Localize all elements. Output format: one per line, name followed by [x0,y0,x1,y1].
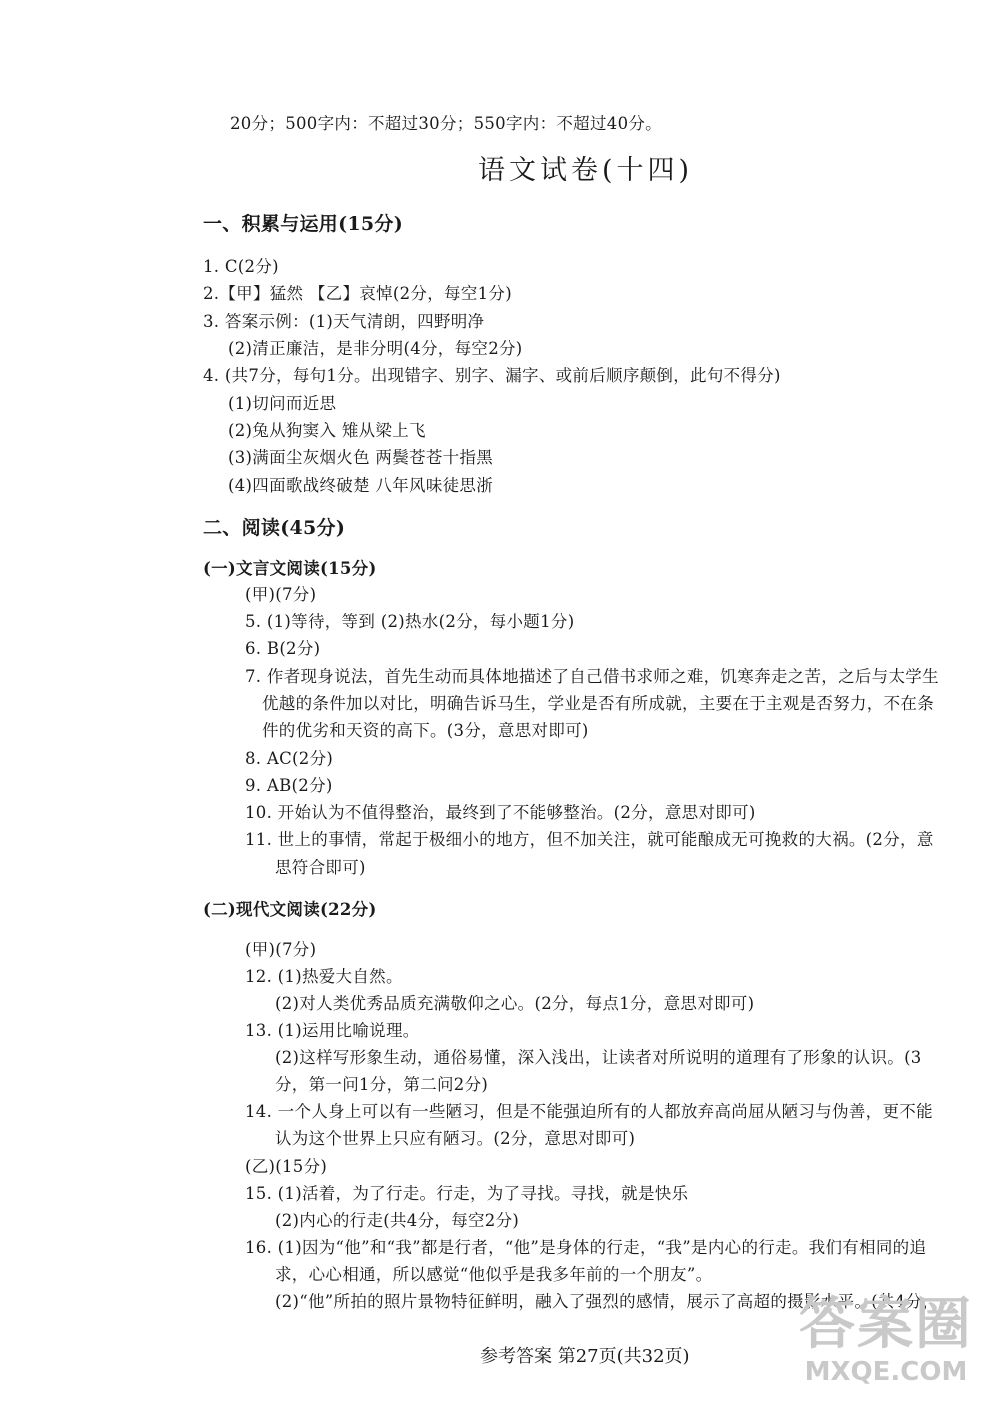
answer-q15-line1: 15. (1)活着，为了行走。行走，为了寻找。寻找，就是快乐 [245,1184,689,1203]
answer-q10: 10. 开始认为不值得整治，最终到了不能够整治。(2分，意思对即可) [245,803,756,822]
page-footer: 参考答案 第27页(共32页) [480,1346,690,1367]
answer-q16-line1: 16. (1)因为“他”和“我”都是行者，“他”是身体的行走，“我”是内心的行走。我们有相同的追 [245,1238,927,1257]
answer-q7-line2: 优越的条件加以对比，明确告诉马生，学业是否有所成就，主要在于主观是否努力，不在条 [262,694,934,713]
answer-q4-item1: (1)切问而近思 [228,394,337,413]
answer-q16-line2: 求，心心相通，所以感觉“他似乎是我多年前的一个朋友”。 [275,1265,713,1284]
answer-q16-line3: (2)“他”所拍的照片景物特征鲜明，融入了强烈的感情，展示了高超的摄影水平。(共4分， [275,1292,940,1311]
answer-q2: 2.【甲】猛然 【乙】哀悼(2分，每空1分) [203,284,512,303]
answer-q5: 5. (1)等待，等到 (2)热水(2分，每小题1分) [245,612,575,631]
answer-q14-line2: 认为这个世界上只应有陋习。(2分，意思对即可) [275,1129,636,1148]
subsection-classical-reading: (一)文言文阅读(15分) [203,559,377,578]
section-heading-reading: 二、阅读(45分) [203,517,346,539]
answer-q3-line2: (2)清正廉洁，是非分明(4分，每空2分) [228,339,523,358]
passage-jia-1: (甲)(7分) [245,585,317,604]
answer-q7-line3: 件的优劣和天资的高下。(3分，意思对即可) [262,721,589,740]
answer-q15-line2: (2)内心的行走(共4分，每空2分) [275,1211,520,1230]
answer-q11-line1: 11. 世上的事情，常起于极细小的地方，但不加关注，就可能酿成无可挽救的大祸。(2分，意 [245,830,934,849]
passage-yi: (乙)(15分) [245,1157,328,1176]
answer-q7-line1: 7. 作者现身说法，首先生动而具体地描述了自己借书求师之难，饥寒奔走之苦，之后与太学生 [245,667,939,686]
answer-q6: 6. B(2分) [245,639,321,658]
answer-q12-line1: 12. (1)热爱大自然。 [245,967,403,986]
answer-q1: 1. C(2分) [203,257,279,276]
watermark [786,1293,986,1403]
answer-q4: 4. (共7分，每句1分。出现错字、别字、漏字、或前后顺序颠倒，此句不得分) [203,366,781,385]
page-title: 语文试卷(十四) [478,155,694,186]
answer-q13-line2: (2)这样写形象生动，通俗易懂，深入浅出，让读者对所说明的道理有了形象的认识。(3 [275,1048,922,1067]
answer-q4-item4: (4)四面歌战终破楚 八年风味徒思浙 [228,476,494,495]
answer-q13-line1: 13. (1)运用比喻说理。 [245,1021,420,1040]
intro-line: 20分；500字内：不超过30分；550字内：不超过40分。 [230,114,662,133]
answer-q12-line2: (2)对人类优秀品质充满敬仰之心。(2分，每点1分，意思对即可) [275,994,755,1013]
watermark-url: MXQE.COM [804,1357,968,1387]
answer-q4-item2: (2)兔从狗窦入 雉从梁上飞 [228,421,426,440]
watermark-logo: 答案圈 [799,1292,973,1357]
section-heading-accumulation: 一、积累与运用(15分) [203,213,404,235]
answer-q13-line3: 分，第一问1分，第二问2分) [275,1075,489,1094]
answer-q3-line1: 3. 答案示例：(1)天气清朗，四野明净 [203,312,485,331]
answer-q11-line2: 思符合即可) [275,858,366,877]
answer-q8: 8. AC(2分) [245,749,334,768]
answer-q9: 9. AB(2分) [245,776,333,795]
answer-q14-line1: 14. 一个人身上可以有一些陋习，但是不能强迫所有的人都放弃高尚屈从陋习与伪善，更不能 [245,1102,933,1121]
passage-jia-2: (甲)(7分) [245,940,317,959]
subsection-modern-reading: (二)现代文阅读(22分) [203,900,377,919]
answer-q4-item3: (3)满面尘灰烟火色 两鬓苍苍十指黑 [228,448,494,467]
